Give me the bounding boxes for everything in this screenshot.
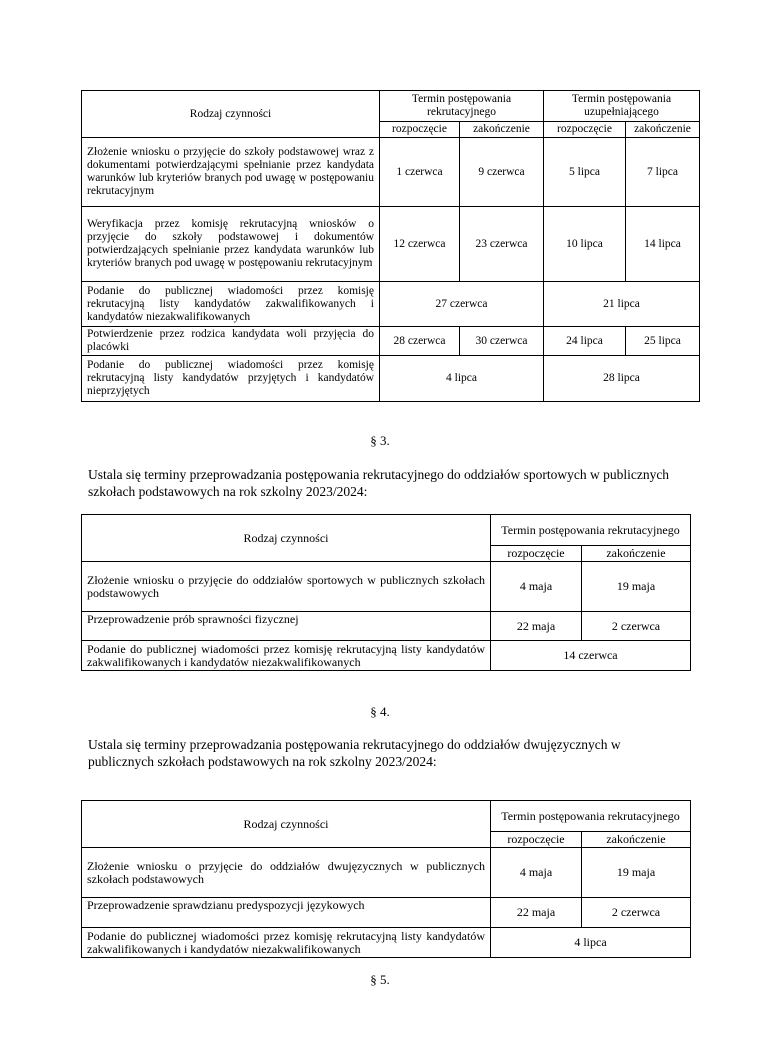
activity-cell: Potwierdzenie przez rodzica kandydata woli przyjęcia do placówki (82, 327, 380, 356)
date-cell: 28 lipca (544, 356, 700, 402)
table-row (82, 612, 691, 641)
header-supp-start: rozpoczęcie (544, 122, 626, 138)
table-row (82, 282, 700, 327)
date-cell: 12 czerwca (380, 207, 460, 282)
header-start: rozpoczęcie (380, 122, 460, 138)
date-cell: 25 lipca (626, 327, 700, 356)
date-cell: 30 czerwca (460, 327, 544, 356)
schedule-table-main (81, 90, 700, 402)
activity-cell: Złożenie wniosku o przyjęcie do szkoły podstawowej wraz z dokumentami potwierdzającymi spełnianie przez kandydata warunków lub kryteriów branych pod uwagę w postępowaniu rekrutacyjnym (82, 138, 380, 207)
date-cell: 4 lipca (491, 928, 691, 958)
header-end: zakończenie (582, 546, 691, 562)
header-main-term: Termin postępowania rekrutacyjnego (380, 91, 544, 122)
date-cell: 4 maja (491, 562, 582, 612)
header-start: rozpoczęcie (491, 546, 582, 562)
activity-cell: Podanie do publicznej wiadomości przez komisję rekrutacyjną listy kandydatów zakwalifikowanych i kandydatów niezakwalifikowanych (82, 928, 491, 958)
section-4-heading: § 4. (370, 704, 390, 719)
table-row (82, 327, 700, 356)
date-cell: 4 maja (491, 848, 582, 898)
header-activity: Rodzaj czynności (82, 91, 380, 138)
table-row (82, 641, 691, 671)
activity-cell: Przeprowadzenie prób sprawności fizycznej (82, 612, 491, 641)
header-supplementary-term: Termin postępowania uzupełniającego (544, 91, 700, 122)
header-end: zakończenie (582, 832, 691, 848)
activity-cell: Podanie do publicznej wiadomości przez komisję rekrutacyjną listy kandydatów zakwalifikowanych i kandydatów niezakwalifikowanych (82, 282, 380, 327)
date-cell: 24 lipca (544, 327, 626, 356)
header-supp-end: zakończenie (626, 122, 700, 138)
header-activity: Rodzaj czynności (82, 515, 491, 562)
date-cell: 2 czerwca (582, 612, 691, 641)
section-4-text: Ustala się terminy przeprowadzania postępowania rekrutacyjnego do oddziałów dwujęzycznych w publicznych szkołach podstawowych na rok szkolny 2023/2024: (88, 737, 621, 769)
table-row (82, 898, 691, 928)
header-start: rozpoczęcie (491, 832, 582, 848)
header-main-term: Termin postępowania rekrutacyjnego (491, 801, 691, 832)
header-activity: Rodzaj czynności (82, 801, 491, 848)
date-cell: 14 czerwca (491, 641, 691, 671)
date-cell: 28 czerwca (380, 327, 460, 356)
table-row (82, 848, 691, 898)
table-row (82, 356, 700, 402)
date-cell: 5 lipca (544, 138, 626, 207)
section-3-heading: § 3. (370, 433, 390, 448)
activity-cell: Złożenie wniosku o przyjęcie do oddziałów dwujęzycznych w publicznych szkołach podstawowych (82, 848, 491, 898)
date-cell: 19 maja (582, 848, 691, 898)
table-row (82, 138, 700, 207)
schedule-table-bilingual (81, 800, 691, 958)
date-cell: 21 lipca (544, 282, 700, 327)
section-3-text: Ustala się terminy przeprowadzania postępowania rekrutacyjnego do oddziałów sportowych w publicznych szkołach podstawowych na rok szkolny 2023/2024: (88, 467, 670, 499)
date-cell: 22 maja (491, 612, 582, 641)
table-row (82, 562, 691, 612)
date-cell: 2 czerwca (582, 898, 691, 928)
date-cell: 19 maja (582, 562, 691, 612)
table-row (82, 928, 691, 958)
date-cell: 23 czerwca (460, 207, 544, 282)
date-cell: 9 czerwca (460, 138, 544, 207)
activity-cell: Złożenie wniosku o przyjęcie do oddziałów sportowych w publicznych szkołach podstawowych (82, 562, 491, 612)
table-row (82, 207, 700, 282)
header-end: zakończenie (460, 122, 544, 138)
date-cell: 27 czerwca (380, 282, 544, 327)
activity-cell: Weryfikacja przez komisję rekrutacyjną wniosków o przyjęcie do szkoły podstawowej i dokumentów potwierdzających spełnianie przez kandydata warunków lub kryteriów branych pod uwagę w postępowaniu rekrutacyjnym (82, 207, 380, 282)
section-5-heading: § 5. (370, 972, 390, 987)
activity-cell: Przeprowadzenie sprawdzianu predyspozycji językowych (82, 898, 491, 928)
activity-cell: Podanie do publicznej wiadomości przez komisję rekrutacyjną listy kandydatów zakwalifikowanych i kandydatów niezakwalifikowanych (82, 641, 491, 671)
date-cell: 7 lipca (626, 138, 700, 207)
date-cell: 1 czerwca (380, 138, 460, 207)
date-cell: 22 maja (491, 898, 582, 928)
schedule-table-sports (81, 514, 691, 671)
date-cell: 14 lipca (626, 207, 700, 282)
activity-cell: Podanie do publicznej wiadomości przez komisję rekrutacyjną listy kandydatów przyjętych i kandydatów nieprzyjętych (82, 356, 380, 402)
header-main-term: Termin postępowania rekrutacyjnego (491, 515, 691, 546)
date-cell: 4 lipca (380, 356, 544, 402)
date-cell: 10 lipca (544, 207, 626, 282)
